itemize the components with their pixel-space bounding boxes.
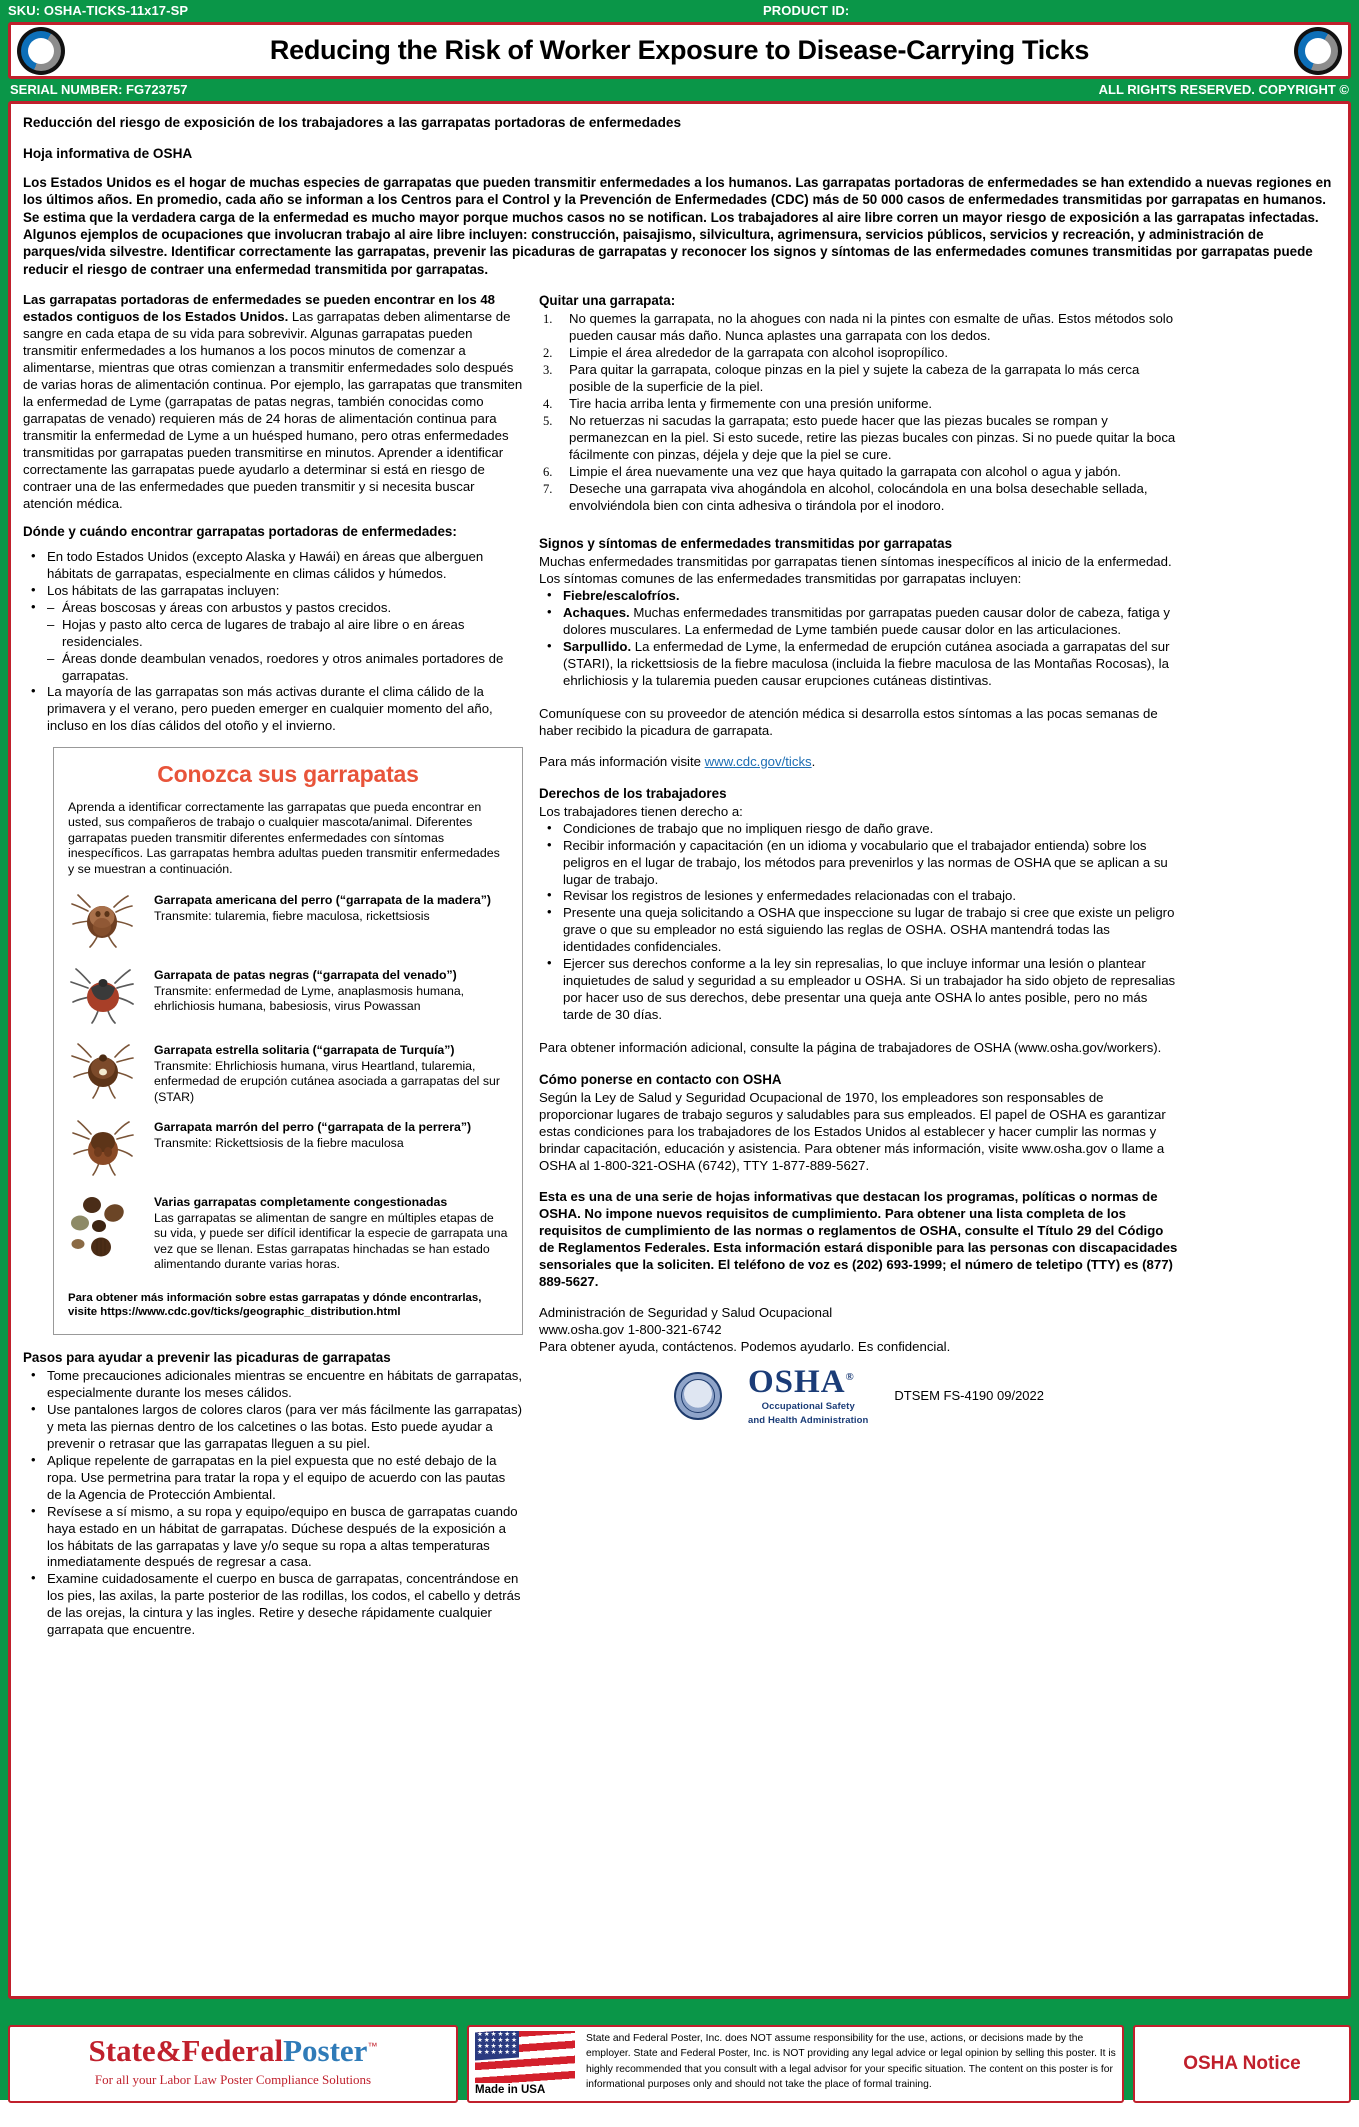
- cdc-ticks-link[interactable]: www.cdc.gov/ticks: [704, 753, 812, 769]
- osha-logo-group: [539, 1363, 1179, 1427]
- worker-rights-list: [539, 821, 1179, 1024]
- left-column: [23, 292, 523, 1649]
- know-your-ticks-intro: Aprenda a identificar correctamente las garrapatas que pueda encontrar en usted, sus compañeros de trabajo o cualquier mascota/animal. Diferentes garrapatas pueden transmitir diferentes enfermedades con síntomas inespecíficos. Las garrapatas hembra adultas pueden transmitir enfermedades y se muestran a continuación.: [68, 799, 500, 876]
- where-when-heading: Dónde y cuándo encontrar garrapatas portadoras de enfermedades:: [23, 523, 457, 539]
- remove-tick-list: [539, 311, 1179, 514]
- list-item: • La mayoría de las garrapatas son más activas durante el clima cálido de la primavera y el verano, pero pueden emerger en cualquier momento del año, incluso en los días cálidos del otoño y el invierno.: [23, 684, 523, 735]
- list-item: – • Áreas boscosas y áreas con arbustos y pastos crecidos.: [47, 600, 523, 617]
- brown-dog-tick-icon: [68, 1118, 144, 1180]
- tick-desc: Transmite: tularemia, fiebre maculosa, rickettsiosis: [154, 908, 430, 923]
- footer-spacer: [0, 1999, 1359, 2021]
- agency-line-3: Para obtener ayuda, contáctenos. Podemos ayudarlo. Es confidencial.: [539, 1338, 951, 1354]
- list-item: • Presente una queja solicitando a OSHA que inspeccione su lugar de trabajo si cree que existe un peligro grave o que su empleador no está siguiendo las reglas de OSHA. OSHA mantendrá todas las identidades confidenciales.: [539, 905, 1179, 956]
- list-item: Tire hacia arriba lenta y firmemente con una presión uniforme.: [569, 396, 933, 412]
- tick-name: Varias garrapatas completamente congestionadas: [154, 1195, 448, 1210]
- dol-seal-icon: [674, 1372, 722, 1420]
- prevention-steps-heading: Pasos para ayudar a prevenir las picaduras de garrapatas: [23, 1349, 391, 1365]
- where-found-paragraph: [23, 292, 523, 512]
- lone-star-tick-icon: [68, 1041, 144, 1103]
- made-in-usa-block: [475, 2031, 579, 2097]
- document-title: Reducción del riesgo de exposición de los trabajadores a las garrapatas portadoras de enfermedades: [23, 115, 682, 130]
- agency-line-2: www.osha.gov 1-800-321-6742: [539, 1321, 722, 1337]
- osha-ring-left-icon: [17, 27, 65, 75]
- symptom-desc: Muchas enfermedades transmitidas por garrapatas pueden causar dolor de cabeza, fatiga y dolores musculares. La enfermedad de Lyme también puede causar dolor en las articulaciones.: [563, 604, 1170, 637]
- signs-symptoms-list: [539, 588, 1179, 690]
- logo-part-1: State&Federal: [88, 2033, 284, 2068]
- tick-text: [154, 891, 491, 924]
- agency-line-1: Administración de Seguridad y Salud Ocupacional: [539, 1304, 833, 1320]
- know-your-ticks-heading: Conozca sus garrapatas: [157, 761, 419, 788]
- habitat-sublist-wrapper: [23, 600, 523, 685]
- list-item: • Use pantalones largos de colores claros (para ver más fácilmente las garrapatas) y meta las piernas dentro de los calcetines o las botas. Esto puede ayudar a prevenir o retrasar que las garrapatas lleguen a su piel.: [23, 1402, 523, 1453]
- serial-number-label: SERIAL NUMBER: FG723757: [10, 82, 188, 97]
- document-subtitle: Hoja informativa de OSHA: [23, 146, 193, 162]
- list-item: No retuerzas ni sacudas la garrapata; esto puede hacer que las piezas bucales se rompan y permanezcan en la piel. Si esto sucede, retire las piezas bucales con pinzas. Si no puede quitar la boca fácilmente con pinzas, déjela y deje que la piel se cure.: [569, 413, 1176, 463]
- logo-part-2: Poster: [283, 2033, 368, 2068]
- tick-name: Garrapata estrella solitaria (“garrapata de Turquía”): [154, 1043, 455, 1058]
- osha-sub-line-1: Occupational Safety: [761, 1400, 855, 1412]
- sku-bar: [0, 0, 1359, 22]
- disclaimer-text: State and Federal Poster, Inc. does NOT assume responsibility for the use, actions, or decisions made by the employer. State and Federal Poster, Inc. is NOT providing any legal advice or legal opinion by selling this poster. It is highly recommended that you consult with a legal advisor for your specific situation. The content on this poster is for informational purposes only and should not take the place of formal training.: [586, 2033, 1116, 2091]
- list-item: [539, 605, 1179, 639]
- more-info-prefix: Para más información visite: [539, 753, 705, 769]
- tick-entry: [68, 891, 508, 953]
- contact-osha-paragraph: Según la Ley de Salud y Seguridad Ocupacional de 1970, los empleadores son responsables de proporcionar lugares de trabajo seguros y saludables para sus empleados. El papel de OSHA es garantizar estas condiciones para los trabajadores de los Estados Unidos al establecer y hacer cumplir las normas y brindar capacitación, educación y asistencia. Para obtener más información, visite www.osha.gov o llame a OSHA al 1-800-321-OSHA (6742), TTY 1-877-889-5627.: [539, 1090, 1166, 1174]
- serial-bar: [0, 79, 1359, 101]
- more-info-suffix: .: [811, 753, 816, 769]
- logo-tm: ™: [367, 2041, 378, 2053]
- list-item: • Los hábitats de las garrapatas incluyen:: [23, 583, 523, 600]
- list-item: Para quitar la garrapata, coloque pinzas en la piel y sujete la cabeza de la garrapata lo más cerca posible de la superficie de la piel.: [569, 362, 1140, 395]
- list-item: • En todo Estados Unidos (excepto Alaska y Hawái) en áreas que alberguen hábitats de garrapatas, especialmente en climas cálidos y húmedos.: [23, 549, 523, 583]
- engorged-ticks-icon: [68, 1193, 144, 1265]
- list-item: • Revísese a sí mismo, a su ropa y equipo/equipo en busca de garrapatas cuando haya estado en un hábitat de garrapatas. Dúchese después de la exposición a los hábitats de las garrapatas y lave y/o seque su ropa a altas temperaturas inmediatamente después de regresar a casa.: [23, 1504, 523, 1572]
- title-band: [8, 22, 1351, 79]
- osha-wordmark: OSHA® Occupational Safety and Health Administration: [748, 1363, 869, 1426]
- poster-body: [8, 101, 1351, 1999]
- tick-entry: [68, 1118, 508, 1180]
- osha-word-text: OSHA: [748, 1363, 846, 1400]
- where-found-rest: Las garrapatas deben alimentarse de sangre en cada etapa de su vida para sobrevivir. Algunas garrapatas pueden transmitir enfermedades a los humanos a los pocos minutos de comenzar a alimentarse, mientras que otras comienzan a transmitir enfermedades solo después de varias horas de alimentación continua. Por ejemplo, las garrapatas que transmiten la enfermedad de Lyme (garrapatas de patas negras, también conocidas como garrapatas de venado) requieren más de 24 horas de alimentación continua para transmitir la enfermedad de Lyme a un huésped humano, pero otras enfermedades transmitidas por garrapatas pueden transmitirse en minutos. Aprender a identificar correctamente las garrapatas puede ayudarlo a determinar si está en riesgo de contraer una de las enfermedades que pueden transmitir y si necesita buscar atención médica.: [23, 309, 523, 511]
- prevention-steps-list: [23, 1368, 523, 1639]
- where-when-list: [23, 549, 523, 735]
- sku-label: SKU: OSHA-TICKS-11x17-SP: [8, 3, 189, 18]
- list-item: [539, 639, 1179, 690]
- page-title: Reducing the Risk of Worker Exposure to Disease-Carrying Ticks: [269, 35, 1090, 65]
- logo-tagline: For all your Labor Law Poster Compliance Solutions: [94, 2072, 372, 2087]
- reorder-bar: [0, 2103, 1359, 2127]
- list-item: • Tome precauciones adicionales mientras se encuentre en hábitats de garrapatas, especialmente durante los meses cálidos.: [23, 1368, 523, 1402]
- tick-entry: [68, 1041, 508, 1105]
- remove-tick-heading: Quitar una garrapata:: [539, 293, 676, 309]
- product-id-label: PRODUCT ID:: [763, 3, 850, 18]
- list-item: – Áreas donde deambulan venados, roedores y otros animales portadores de garrapatas.: [47, 651, 523, 685]
- list-item: No quemes la garrapata, no la ahogues con nada ni la pintes con esmalte de uñas. Estos métodos solo pueden causar más daño. Nunca aplastes una garrapata con los dedos.: [569, 311, 1174, 344]
- tick-name: Garrapata marrón del perro (“garrapata de la perrera”): [154, 1120, 472, 1135]
- osha-notice-box: [1133, 2025, 1351, 2103]
- worker-rights-heading: Derechos de los trabajadores: [539, 785, 727, 801]
- list-item: • Examine cuidadosamente el cuerpo en busca de garrapatas, concentrándose en los pies, las axilas, la parte posterior de las rodillas, los codos, el cabello y detrás de las orejas, la cintura y las ingles. Retire y deseche rápidamente cualquier garrapata que encuentre.: [23, 1571, 523, 1639]
- list-item: Limpie el área alrededor de la garrapata con alcohol isopropílico.: [569, 345, 949, 361]
- tick-name: Garrapata de patas negras (“garrapata del venado”): [154, 968, 457, 983]
- list-item: • Recibir información y capacitación (en un idioma y vocabulario que el trabajador entienda) sobre los peligros en el lugar de trabajo, los métodos para prevenirlos y las normas de OSHA que se aplican a su lugar de trabajo.: [539, 838, 1179, 889]
- list-item: • Condiciones de trabajo que no impliquen riesgo de daño grave.: [539, 821, 1179, 838]
- list-item: Deseche una garrapata viva ahogándola en alcohol, colocándola en una bolsa desechable sellada, envolviéndola bien con cinta adhesiva o tirándola por el inodoro.: [569, 481, 1148, 513]
- tick-text: [154, 1041, 508, 1105]
- contact-osha-heading: Cómo ponerse en contacto con OSHA: [539, 1072, 782, 1088]
- symptom-name: Achaques.: [563, 604, 630, 620]
- worker-rights-intro: Los trabajadores tienen derecho a:: [539, 803, 743, 819]
- symptom-name: Fiebre/escalofríos.: [563, 587, 680, 603]
- reorder-label[interactable]: To Reorder, Call 1-888-488-7678 or order at StateandFederalPoster.com: [10, 2106, 483, 2122]
- list-item: • Aplique repelente de garrapatas en la piel expuesta que no esté debajo de la ropa. Use permetrina para tratar la ropa y el equipo de acuerdo con las pautas de la Agencia de Protección Ambiental.: [23, 1453, 523, 1504]
- tick-entry: [68, 1193, 508, 1272]
- tick-desc: Las garrapatas se alimentan de sangre en múltiples etapas de su vida, y puede ser difícil identificar la especie de garrapata una vez que se llenan. Estas garrapatas hinchadas se han estado alimentando durante varias horas.: [154, 1210, 508, 1272]
- where-found-bold: Las garrapatas portadoras de enfermedades se pueden encontrar en los 48 estados contiguos de los Estados Unidos.: [23, 292, 495, 325]
- symptom-desc: La enfermedad de Lyme, la enfermedad de erupción cutánea asociada a garrapatas del sur (STARI), la rickettsiosis de la fiebre maculosa (incluida la fiebre maculosa de las Montañas Rocosas), la ehrlichiosis y la tularemia pueden causar erupciones cutáneas distintivas.: [563, 638, 1170, 688]
- tick-desc: Transmite: enfermedad de Lyme, anaplasmosis humana, ehrlichiosis humana, babesiosis, virus Powassan: [154, 983, 465, 1014]
- made-in-usa-label: Made in USA: [475, 2084, 546, 2096]
- tick-text: [154, 966, 508, 1014]
- additional-info-paragraph: Para obtener información adicional, consulte la página de trabajadores de OSHA (www.osha.gov/workers).: [539, 1040, 1162, 1056]
- two-column-layout: [23, 292, 1336, 1649]
- footer-row: [8, 2025, 1351, 2103]
- tick-desc: Transmite: Rickettsiosis de la fiebre maculosa: [154, 1135, 404, 1150]
- copyright-top-label: ALL RIGHTS RESERVED. COPYRIGHT ©: [1098, 82, 1349, 97]
- list-item: – Hojas y pasto alto cerca de lugares de trabajo al aire libre o en áreas residenciales.: [47, 617, 523, 651]
- more-info-paragraph: [539, 754, 1179, 771]
- tick-text: [154, 1118, 471, 1151]
- american-dog-tick-icon: [68, 891, 144, 953]
- tick-text: [154, 1193, 508, 1272]
- signs-symptoms-intro: Muchas enfermedades transmitidas por garrapatas tienen síntomas inespecíficos al inicio de la enfermedad. Los síntomas comunes de las enfermedades transmitidas por garrapatas incluyen:: [539, 554, 1172, 587]
- osha-sub-line-2: and Health Administration: [748, 1414, 869, 1426]
- list-item: Limpie el área nuevamente una vez que haya quitado la garrapata con alcohol o agua y jabón.: [569, 464, 1122, 480]
- contact-provider-paragraph: Comuníquese con su proveedor de atención médica si desarrolla estos síntomas a las pocas semanas de haber recibido la picadura de garrapata.: [539, 705, 1158, 738]
- know-your-ticks-footnote: Para obtener más información sobre estas garrapatas y dónde encontrarlas, visite https://www.cdc.gov/ticks/geographic_distribution.html: [68, 1291, 482, 1319]
- usa-flag-icon: ★★★★★★ ★★★★★★ ★★★★★★ ★★★★★★: [475, 2031, 575, 2083]
- list-item: [539, 588, 1179, 605]
- right-column: [539, 292, 1179, 1427]
- tick-desc: Transmite: Ehrlichiosis humana, virus Heartland, tularemia, enfermedad de erupción cutánea asociada a garrapatas del sur (STAR): [154, 1058, 500, 1104]
- list-item: • Revisar los registros de lesiones y enfermedades relacionadas con el trabajo.: [539, 888, 1179, 905]
- tick-name: Garrapata americana del perro (“garrapata de la madera”): [154, 893, 491, 908]
- know-your-ticks-box: [53, 747, 523, 1334]
- symptom-name: Sarpullido.: [563, 638, 632, 654]
- intro-paragraph: Los Estados Unidos es el hogar de muchas especies de garrapatas que pueden transmitir enfermedades a los humanos. Las garrapatas portadoras de enfermedades se han extendido a nuevas regiones en los últimos años. En promedio, cada año se informan a los Centros para el Control y la Prevención de Enfermedades (CDC) más de 50 000 casos de enfermedades transmitidas por garrapatas en humanos. Se estima que la verdadera carga de la enfermedad es mucho mayor porque muchos casos no se notifican. Los trabajadores al aire libre corren un mayor riesgo de exposición a las garrapatas infectadas. Algunos ejemplos de ocupaciones que involucran trabajo al aire libre incluyen: construcción, paisajismo, silvicultura, agrimensura, servicios públicos, servicios y recreación, y administración de parques/vida silvestre. Identificar correctamente las garrapatas, prevenir las picaduras de garrapatas y reconocer los signos y síntomas de las enfermedades comunes transmitidas por garrapatas puede reducir el riesgo de contraer una enfermedad transmitida por garrapatas.: [23, 174, 1332, 277]
- blacklegged-tick-icon: [68, 966, 144, 1028]
- dtsem-code: DTSEM FS-4190 09/2022: [894, 1387, 1044, 1403]
- osha-disclaimer-paragraph: Esta es una de una serie de hojas informativas que destacan los programas, políticas o normas de OSHA. No impone nuevos requisitos de cumplimiento. Para obtener una lista completa de los requisitos de cumplimiento de las normas o reglamentos de OSHA, consulte el Título 29 del Código de Reglamentos Federales. Esta información estará disponible para las personas con discapacidades sensoriales que la soliciten. El teléfono de voz es (202) 693-1999; el número de teletipo (TTY) es (877) 889-5627.: [539, 1188, 1178, 1289]
- copyright-bottom-label: ALL RIGHTS RESERVED. COPYRIGHT ©: [1079, 2106, 1349, 2122]
- osha-notice-label: OSHA Notice: [1183, 2053, 1301, 2074]
- list-item: • Ejercer sus derechos conforme a la ley sin represalias, lo que incluye informar una lesión o plantear inquietudes de salud y seguridad a su empleador u OSHA. Si un trabajador ha sido objeto de represalias por hacer uso de sus derechos, debe presentar una queja ante OSHA lo antes posible, pero no más tarde de 30 días.: [539, 956, 1179, 1024]
- footer-disclaimer-box: [467, 2025, 1124, 2103]
- signs-symptoms-heading: Signos y síntomas de enfermedades transmitidas por garrapatas: [539, 535, 953, 551]
- state-federal-poster-logo: [8, 2025, 458, 2103]
- habitat-sublist: [23, 600, 523, 685]
- tick-entry: [68, 966, 508, 1028]
- osha-ring-right-icon: [1294, 27, 1342, 75]
